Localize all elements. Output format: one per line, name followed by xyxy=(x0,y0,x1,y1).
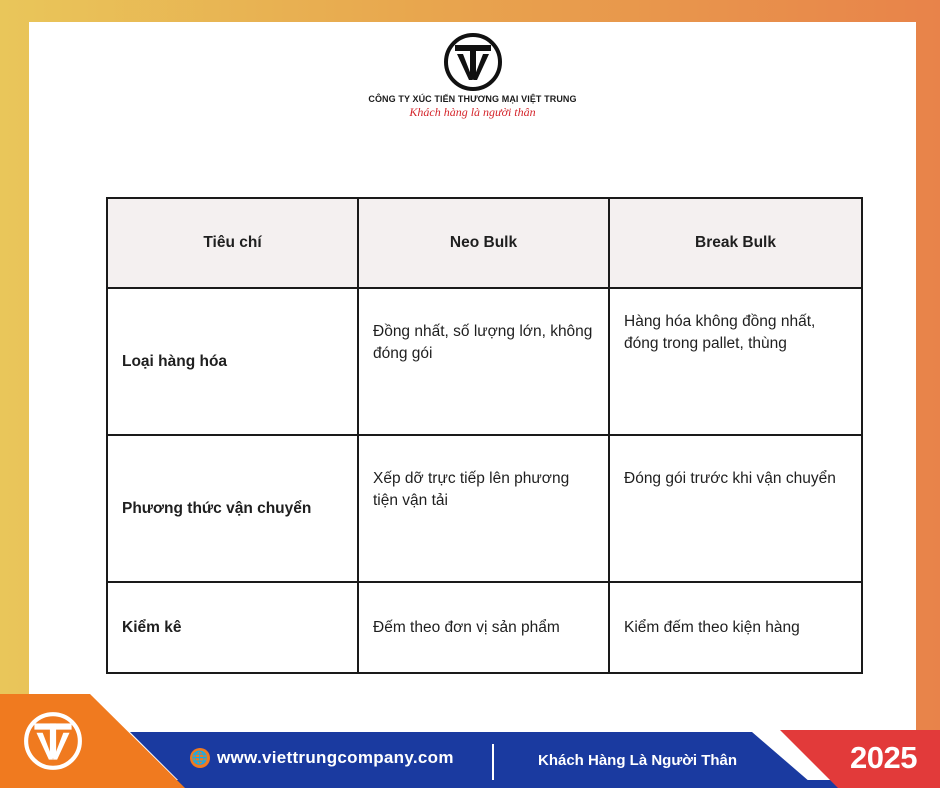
table-row xyxy=(107,582,862,673)
break-bulk-cell: Kiểm đếm theo kiện hàng xyxy=(609,582,862,673)
neo-bulk-cell: Đếm theo đơn vị sản phẩm xyxy=(358,582,609,673)
footer-logo-icon xyxy=(22,710,84,772)
company-name: CÔNG TY XÚC TIẾN THƯƠNG MẠI VIỆT TRUNG xyxy=(368,94,577,104)
globe-icon: 🌐 xyxy=(190,748,210,768)
table-row xyxy=(107,435,862,582)
criterion-cell: Phương thức vận chuyển xyxy=(107,435,358,582)
column-header: Break Bulk xyxy=(609,198,862,288)
content-card xyxy=(29,22,916,742)
break-bulk-cell: Hàng hóa không đồng nhất, đóng trong pallet, thùng xyxy=(609,288,862,435)
criterion-cell: Loại hàng hóa xyxy=(107,288,358,435)
neo-bulk-cell: Đồng nhất, số lượng lớn, không đóng gói xyxy=(358,288,609,435)
break-bulk-cell: Đóng gói trước khi vận chuyển xyxy=(609,435,862,582)
footer-divider xyxy=(492,744,494,780)
footer-year: 2025 xyxy=(850,740,917,775)
table-header-row xyxy=(107,198,862,288)
footer xyxy=(0,694,940,788)
table-row xyxy=(107,288,862,435)
company-slogan: Khách hàng là người thân xyxy=(409,105,536,119)
footer-tagline: Khách Hàng Là Người Thân xyxy=(538,752,738,769)
criterion-cell: Kiểm kê xyxy=(107,582,358,673)
column-header: Tiêu chí xyxy=(107,198,358,288)
column-header: Neo Bulk xyxy=(358,198,609,288)
company-logo-icon xyxy=(443,32,503,92)
header xyxy=(29,32,916,120)
neo-bulk-cell: Xếp dỡ trực tiếp lên phương tiện vận tải xyxy=(358,435,609,582)
comparison-table xyxy=(106,197,863,674)
website-link[interactable]: www.viettrungcompany.com xyxy=(217,748,454,767)
